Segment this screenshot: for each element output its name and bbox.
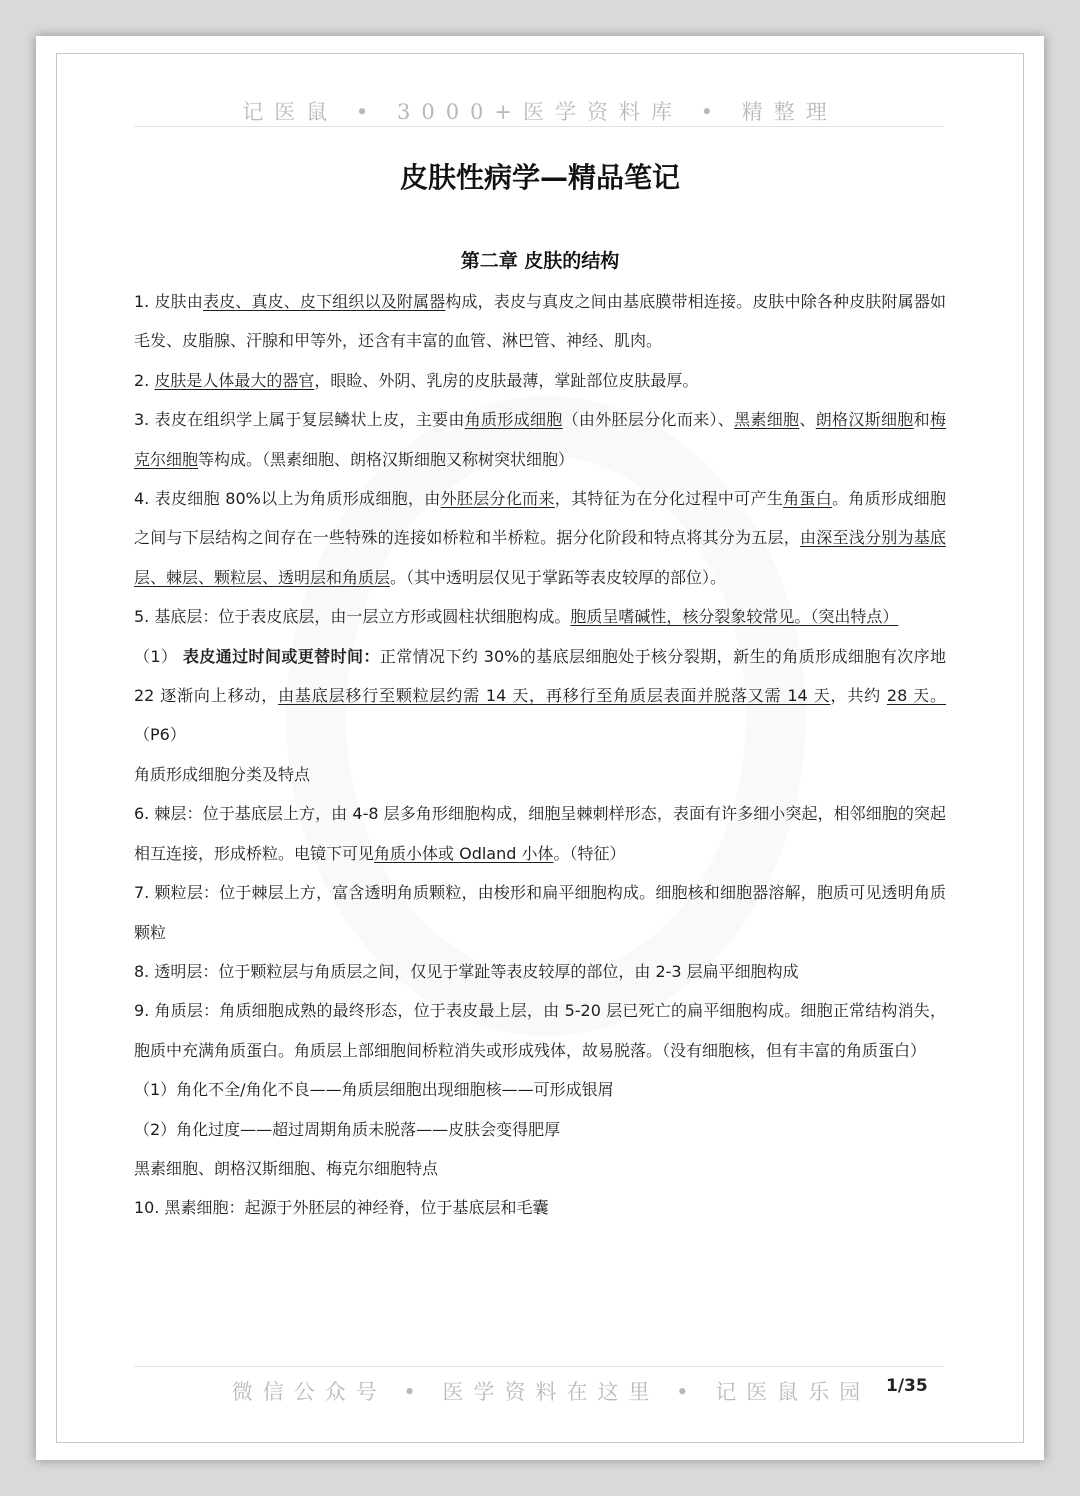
underlined-text: 角质形成细胞 (464, 410, 563, 430)
text: 。（特征） (553, 843, 626, 863)
paragraph-8: 8. 透明层：位于颗粒层与角质层之间，仅见于掌趾等表皮较厚的部位，由 2-3 层扁平细胞构成 (134, 961, 799, 981)
paragraph-4 (134, 479, 946, 597)
underlined-text: 黑素细胞 (734, 410, 800, 430)
subheading-cells: 黑素细胞、朗格汉斯细胞、梅克尔细胞特点 (134, 1158, 439, 1178)
text: （P6） (134, 725, 186, 745)
text: （由外胚层分化而来）、 (562, 410, 735, 430)
text: ，眼睑、外阴、乳房的皮肤最薄，掌趾部位皮肤最厚。 (314, 370, 699, 390)
text: 。角质形成细胞之间与下层结构之间存在一些特殊的连接如桥粒和半桥粒。据分化阶段和特点将其分为五层， (134, 489, 946, 548)
paragraph-9: 9. 角质层：角质细胞成熟的最终形态，位于表皮最上层，由 5-20 层已死亡的扁平细胞构成。细胞正常结构消失，胞质中充满角质蛋白。角质层上部细胞间桥粒消失或形成残体，故易脱落。（没有细胞核，但有丰富的角质蛋白） (134, 1001, 946, 1060)
underlined-text: 朗格汉斯细胞 (815, 410, 914, 430)
text: 、 (799, 410, 816, 430)
text: 6. 棘层：位于基底层上方，由 4-8 层多角形细胞构成，细胞呈棘刺样形态，表面有许多细小突起，相邻细胞的突起相互连接，形成桥粒。电镜下可见 (134, 804, 946, 863)
underlined-text: 胞质呈嗜碱性，核分裂象较常见。（突出特点） (570, 607, 899, 627)
header-banner: 记医鼠 • 3000+医学资料库 • 精整理 (242, 100, 838, 124)
text: 正常情况下约 30%的基底层细胞处于核分裂期，新生的角质形成细胞有次序地 22 逐渐向上移动， (134, 646, 946, 706)
underlined-text: 外胚层分化而来 (440, 489, 555, 509)
text: 构成，表皮与真皮之间由基底膜带相连接。皮肤中除各种皮肤附属器如毛发、皮脂腺、汗腺和甲等外，还含有丰富的血管、淋巴管、神经、肌肉。 (134, 292, 946, 351)
subheading-keratinocyte: 角质形成细胞分类及特点 (134, 764, 311, 784)
underlined-text: 角蛋白 (783, 489, 833, 509)
paragraph-7: 7. 颗粒层：位于棘层上方，富含透明角质颗粒，由梭形和扁平细胞构成。细胞核和细胞器溶解，胞质可见透明角质颗粒 (134, 883, 946, 942)
paragraph-9-1: （1）角化不全/角化不良——角质层细胞出现细胞核——可形成银屑 (134, 1080, 614, 1100)
text: 1. 皮肤由 (134, 292, 203, 311)
paragraph-6 (134, 794, 946, 873)
footer-banner: 微信公众号 • 医学资料在这里 • 记医鼠乐园 (231, 1380, 871, 1404)
paragraph-1 (134, 282, 946, 361)
text: 5. 基底层：位于表皮底层，由一层立方形或圆柱状细胞构成。 (134, 607, 571, 627)
paragraph-3 (134, 400, 946, 479)
underlined-text: 由基底层移行至颗粒层约需 14 天，再移行至角质层表面并脱落又需 14 天 (278, 686, 831, 706)
paragraph-5 (134, 597, 946, 636)
text: 和 (913, 410, 930, 430)
header-divider (134, 126, 944, 127)
paragraph-10: 10. 黑素细胞：起源于外胚层的神经脊，位于基底层和毛囊 (134, 1198, 549, 1218)
page-number: 1/35 (886, 1376, 928, 1396)
paragraph-9-2: （2）角化过度——超过周期角质未脱落——皮肤会变得肥厚 (134, 1119, 561, 1139)
text: 。（其中透明层仅见于掌跖等表皮较厚的部位）。 (390, 567, 727, 587)
underlined-text: 由深至浅分别为基底层、棘层、颗粒层、透明层和角质层 (134, 528, 946, 587)
chapter-title: 第二章 皮肤的结构 (460, 250, 620, 272)
text: 4. 表皮细胞 80%以上为角质形成细胞，由 (134, 489, 441, 509)
paragraph-5-1 (134, 637, 946, 755)
underlined-text: 28 天。 (886, 686, 946, 706)
text: 2. (134, 370, 155, 390)
text: ，其特征为在分化过程中可产生 (554, 489, 784, 509)
underlined-text: 角质小体或 Odland 小体 (374, 843, 554, 863)
underlined-text: 表皮、真皮、皮下组织以及附属器 (202, 292, 446, 311)
bold-text: 表皮通过时间或更替时间： (182, 646, 380, 666)
text: 等构成。（黑素细胞、朗格汉斯细胞又称树突状细胞） (198, 449, 575, 469)
document-body (134, 282, 946, 1228)
text: ，共约 (830, 686, 887, 706)
text: （1） (134, 646, 183, 666)
paragraph-2 (134, 361, 946, 400)
document-title: 皮肤性病学—精品笔记 (399, 161, 680, 194)
document-page (36, 36, 1044, 1460)
text: 3. 表皮在组织学上属于复层鳞状上皮，主要由 (134, 410, 465, 430)
underlined-text: 梅克尔细胞 (134, 410, 946, 469)
underlined-text: 皮肤是人体最大的器官 (154, 370, 315, 390)
footer-divider (134, 1366, 944, 1367)
